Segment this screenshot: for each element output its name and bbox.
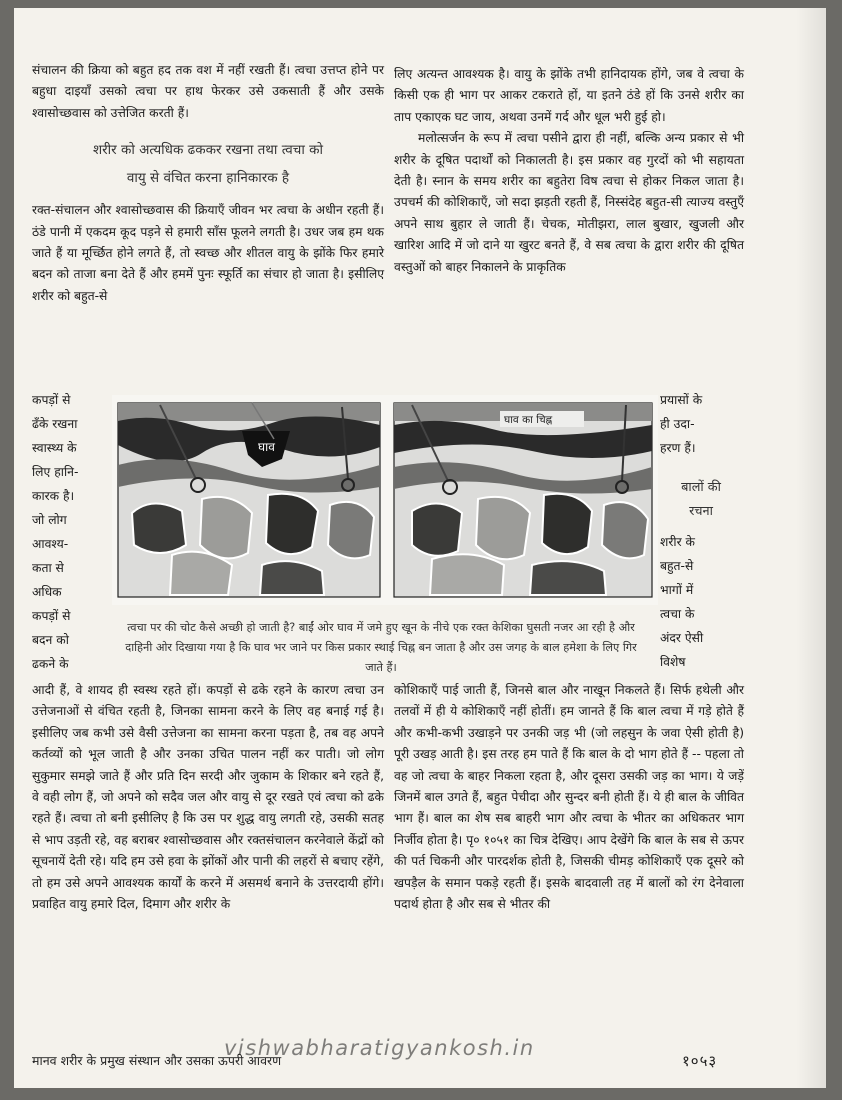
narrow-line: अधिक [32, 585, 62, 599]
paragraph: कोशिकाएँ पाई जाती हैं, जिनसे बाल और नाखून निकलते हैं। सिर्फ हथेली और तलवों में ही ये कोशिकाएँ नहीं होतीं। हम जानते हैं कि बाल त्वचा में गड़े होते हैं और कभी-कभी उखाड़ने पर उनकी जड़ भी (जो लहसुन के जवा ऐसी होती है) पूरी उखड़ आती है। इस तरह हम पाते हैं कि बाल के दो भाग होते हैं -- पहला तो वह जो त्वचा के बाहर निकला रहता है, और दूसरा उसकी जड़ का भाग। ये जड़ें जिनमें बाल उगते हैं, बहुत पेचीदा और सुन्दर बनी होती हैं। ये ही बाल के जीवित भाग हैं। बाल का शेष सब बाहरी भाग और त्वचा के भीतर का अधिकतर भाग निर्जीव होता है। पृ० १०५१ का चित्र देखिए। आप देखेंगे कि बाल के सब से ऊपर की पर्त चिकनी और पारदर्शक होती है, जिसकी चीमड़ कोशिकाएँ एक दूसरे को खपड़ैल के समान पकड़े रहती हैं। इसके बादवाली तह में बालों को रंग देनेवाला पदार्थ होता है और सब से भीतर की [394, 683, 744, 912]
narrow-line: कारक है। [32, 489, 75, 503]
right-column-top [394, 64, 744, 278]
subheading [660, 476, 742, 524]
paragraph: संचालन की क्रिया को बहुत हद तक वश में नहीं रखती हैं। त्वचा उत्तप्त होने पर बहुधा दाइयाँ उसको त्वचा पर हाथ फेरकर उसे उकसाती हैं और उसके श्वासोच्छवास को उत्तेजित करती हैं। [32, 63, 384, 120]
narrow-line: आवश्य- [32, 537, 69, 551]
figure-caption: त्वचा पर की चोट कैसे अच्छी हो जाती है? बाईं ओर घाव में जमे हुए खून के नीचे एक रक्त केशिका घुसती नजर आ रही है और दाहिनी ओर दिखाया गया है कि घाव भर जाने पर किस प्रकार स्थाई चिह्न बन जाता है और उस जगह के बाल हमेशा के लिए गिर जाते हैं। [125, 621, 637, 674]
narrow-line: बहुत-से [660, 559, 694, 573]
narrow-line: हरण हैं। [660, 441, 696, 455]
narrow-left-column [32, 388, 114, 676]
narrow-line: ढँके रखना [32, 417, 78, 431]
watermark: vishwabharatigyankosh.in [224, 1036, 535, 1060]
narrow-line: कपड़ों से [32, 609, 71, 623]
right-column-bottom [394, 680, 744, 915]
narrow-line: ही उदा- [660, 417, 695, 431]
narrow-line: त्वचा के [660, 607, 695, 621]
heading-line: शरीर को अत्यधिक ढककर रखना तथा त्वचा को [92, 142, 324, 159]
narrow-line: लिए हानि- [32, 465, 79, 479]
left-column-top [32, 60, 384, 307]
narrow-line: प्रयासों के [660, 393, 703, 407]
book-page [14, 8, 826, 1088]
narrow-line: स्वास्थ्य के [32, 441, 77, 455]
narrow-line: जो लोग [32, 513, 67, 527]
figure-label-wound: घाव [258, 440, 275, 454]
subheading-line: बालों की [681, 480, 721, 495]
figure-label-scar: घाव का चिह्न [504, 414, 553, 426]
figure-left-panel [118, 403, 380, 597]
narrow-line: शरीर के [660, 535, 695, 549]
narrow-line: बदन को [32, 633, 69, 647]
narrow-line: कपड़ों से [32, 393, 71, 407]
page-edge-shade [796, 8, 826, 1088]
paragraph: लिए अत्यन्त आवश्यक है। वायु के झोंके तभी हानिदायक होंगे, जब वे त्वचा के किसी एक ही भाग पर आकर टकराते हों, या इतने ठंडे हों कि उनसे शरीर का ताप एकाएक घट जाय, अथवा उनमें गर्द और धूल भरी हुई हो। [394, 67, 744, 124]
narrow-line: विशेष [660, 655, 686, 669]
paragraph: रक्त-संचालन और श्वासोच्छवास की क्रियाएँ जीवन भर त्वचा के अधीन रहती हैं। ठंडे पानी में एकदम कूद पड़ने से हमारी साँस फूलने लगती है। उधर जब हम थक जाते हैं या मूर्च्छित होने लगते हैं, तो स्वच्छ और शीतल वायु के झोंके फिर हमारे बदन को ताजा बना देते हैं और हममें पुनः स्फूर्ति का संचार हो जाता है। इसीलिए शरीर को बहुत-से [32, 203, 384, 303]
figure-right-panel [394, 403, 652, 597]
left-column-bottom [32, 680, 384, 915]
heading-line: वायु से वंचित करना हानिकारक है [126, 170, 290, 187]
skin-wound-illustration [112, 395, 658, 605]
running-footer-title: मानव शरीर के प्रमुख संस्थान और उसका ऊपरी आवरण [32, 1053, 282, 1068]
section-heading [32, 136, 384, 192]
narrow-line: ढकने के [32, 657, 69, 671]
page-number: १०५३ [682, 1052, 718, 1070]
paragraph: आदी हैं, वे शायद ही स्वस्थ रहते हों। कपड़ों से ढके रहने के कारण त्वचा उन उत्तेजनाओं से वंचित रहती है, जिनका सामना करने के लिए वह बनाई गई है। इसीलिए जब कभी उसे वैसी उत्तेजना का सामना करना पड़ता है, तब वह अपने कर्तव्यों को भूल जाती है और उनका उचित पालन नहीं कर पाती। जो लोग सुकुमार समझे जाते हैं और प्रति दिन सरदी और जुकाम के शिकार बने रहते हैं, वे वही लोग हैं, जो अपने को सदैव जल और वायु से दूर रखते एवं त्वचा को ढके रहते हैं। त्वचा तो बनी इसीलिए है कि उस पर शुद्ध वायु लगती रहे, उसकी सतह से भाप उड़ती रहे, वह बराबर श्वासोच्छवास और रक्तसंचालन करनेवाले केंद्रों को सूचनायें देती रहे। यदि हम उसे हवा के झोंकों और पानी की लहरों से बचाए रहेंगे, तो हम उसे अपने आवश्यक कार्यों के करने में असमर्थ बनाने के उत्तरदायी होंगे। प्रवाहित वायु हमारे दिल, दिमाग और शरीर के [32, 683, 384, 912]
narrow-right-column [660, 388, 742, 674]
narrow-line: अंदर ऐसी [660, 631, 704, 645]
narrow-line: भागों में [660, 583, 694, 597]
narrow-line: कता से [32, 561, 64, 575]
paragraph: मलोत्सर्जन के रूप में त्वचा पसीने द्वारा ही नहीं, बल्कि अन्य प्रकार से भी शरीर के दूषित पदार्थों को निकालती है। इस प्रकार वह गुरदों को भी सहायता देती है। स्नान के समय शरीर का बहुतेरा विष त्वचा से होकर निकल जाता है। उपचर्म की कोशिकाएँ, जो सदा झड़ती रहती हैं, निस्संदेह बहुत-सी त्याज्य वस्तुएँ अपने साथ बुहार ले जाती हैं। चेचक, मोतीझरा, लाल बुखार, खुजली और खारिश आदि में जो दाने या खुरट बनते हैं, वे सब त्वचा के द्वारा शरीर की दूषित वस्तुओं को बाहर निकालने के प्राकृतिक [394, 131, 744, 274]
subheading-line: रचना [689, 504, 713, 519]
